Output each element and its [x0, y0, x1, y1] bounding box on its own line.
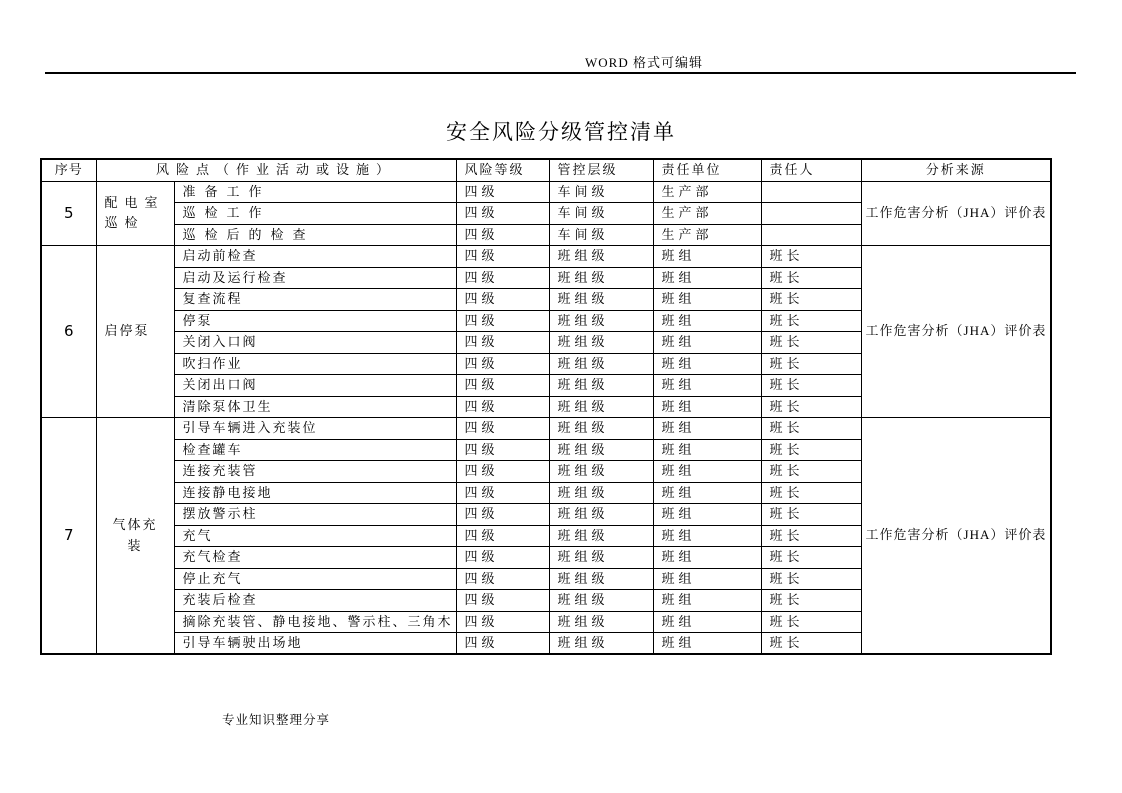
activity-cell: 充气检查: [174, 547, 456, 569]
risk-level-cell: 四级: [456, 310, 549, 332]
activity-cell: 巡检工作: [174, 203, 456, 225]
responsible-unit-cell: 班组: [653, 547, 761, 569]
responsible-unit-cell: 班组: [653, 461, 761, 483]
table-row: [41, 181, 1051, 203]
activity-cell: 关闭出口阀: [174, 375, 456, 397]
responsible-person-cell: 班长: [761, 246, 861, 268]
responsible-person-cell: 班长: [761, 633, 861, 655]
responsible-person-cell: 班长: [761, 332, 861, 354]
risk-point-category-cell: 配电室 巡检: [96, 181, 174, 246]
responsible-unit-cell: 班组: [653, 267, 761, 289]
control-tier-cell: 班组级: [549, 611, 653, 633]
risk-point-category-cell: 气体充 装: [96, 418, 174, 655]
table-header-row: [41, 159, 1051, 181]
responsible-person-cell: 班长: [761, 482, 861, 504]
analysis-source-cell: 工作危害分析（JHA）评价表: [861, 181, 1051, 246]
responsible-unit-cell: 班组: [653, 504, 761, 526]
page-header-text: WORD 格式可编辑: [585, 55, 703, 70]
risk-level-cell: 四级: [456, 611, 549, 633]
activity-cell: 复查流程: [174, 289, 456, 311]
risk-level-cell: 四级: [456, 353, 549, 375]
activity-cell: 启动前检查: [174, 246, 456, 268]
control-tier-cell: 班组级: [549, 525, 653, 547]
responsible-person-cell: 班长: [761, 267, 861, 289]
control-tier-cell: 班组级: [549, 375, 653, 397]
responsible-unit-cell: 班组: [653, 246, 761, 268]
control-tier-cell: 班组级: [549, 568, 653, 590]
col-header-serial-number: 序号: [41, 159, 96, 181]
col-header-responsible-person: 责任人: [761, 159, 861, 181]
responsible-person-cell: 班长: [761, 310, 861, 332]
col-header-risk-level: 风险等级: [456, 159, 549, 181]
header-divider: [45, 72, 1076, 74]
risk-point-category-cell: 启停泵: [96, 246, 174, 418]
responsible-unit-cell: 生产部: [653, 203, 761, 225]
control-tier-cell: 班组级: [549, 289, 653, 311]
activity-cell: 准备工作: [174, 181, 456, 203]
analysis-source-cell: 工作危害分析（JHA）评价表: [861, 246, 1051, 418]
activity-cell: 充气: [174, 525, 456, 547]
control-tier-cell: 班组级: [549, 332, 653, 354]
col-header-control-tier: 管控层级: [549, 159, 653, 181]
responsible-person-cell: 班长: [761, 504, 861, 526]
col-header-analysis-source: 分析来源: [861, 159, 1051, 181]
activity-cell: 清除泵体卫生: [174, 396, 456, 418]
control-tier-cell: 班组级: [549, 353, 653, 375]
responsible-unit-cell: 班组: [653, 633, 761, 655]
responsible-unit-cell: 班组: [653, 590, 761, 612]
responsible-unit-cell: 班组: [653, 525, 761, 547]
responsible-person-cell: [761, 181, 861, 203]
risk-level-cell: 四级: [456, 568, 549, 590]
responsible-person-cell: [761, 224, 861, 246]
activity-cell: 引导车辆驶出场地: [174, 633, 456, 655]
responsible-unit-cell: 班组: [653, 482, 761, 504]
activity-cell: 摆放警示柱: [174, 504, 456, 526]
responsible-person-cell: 班长: [761, 611, 861, 633]
responsible-person-cell: 班长: [761, 289, 861, 311]
activity-cell: 停止充气: [174, 568, 456, 590]
serial-number-cell: 5: [41, 181, 96, 246]
responsible-unit-cell: 班组: [653, 289, 761, 311]
responsible-unit-cell: 班组: [653, 418, 761, 440]
risk-level-cell: 四级: [456, 289, 549, 311]
responsible-unit-cell: 班组: [653, 611, 761, 633]
risk-level-cell: 四级: [456, 246, 549, 268]
table-body: [41, 181, 1051, 654]
risk-level-cell: 四级: [456, 418, 549, 440]
responsible-person-cell: 班长: [761, 590, 861, 612]
analysis-source-cell: 工作危害分析（JHA）评价表: [861, 418, 1051, 655]
responsible-person-cell: 班长: [761, 418, 861, 440]
control-tier-cell: 班组级: [549, 633, 653, 655]
risk-level-cell: 四级: [456, 267, 549, 289]
activity-cell: 连接充装管: [174, 461, 456, 483]
responsible-person-cell: 班长: [761, 525, 861, 547]
risk-level-cell: 四级: [456, 332, 549, 354]
activity-cell: 巡检后的检查: [174, 224, 456, 246]
control-tier-cell: 班组级: [549, 396, 653, 418]
responsible-person-cell: [761, 203, 861, 225]
control-tier-cell: 班组级: [549, 246, 653, 268]
activity-cell: 停泵: [174, 310, 456, 332]
activity-cell: 引导车辆进入充装位: [174, 418, 456, 440]
responsible-person-cell: 班长: [761, 547, 861, 569]
risk-level-cell: 四级: [456, 590, 549, 612]
risk-level-cell: 四级: [456, 203, 549, 225]
activity-cell: 检查罐车: [174, 439, 456, 461]
table-row: [41, 246, 1051, 268]
col-header-risk-point: 风险点（作业活动或设施）: [96, 159, 456, 181]
control-tier-cell: 班组级: [549, 482, 653, 504]
document-title: 安全风险分级管控清单: [446, 120, 676, 144]
risk-level-cell: 四级: [456, 224, 549, 246]
risk-level-cell: 四级: [456, 439, 549, 461]
control-tier-cell: 班组级: [549, 547, 653, 569]
activity-cell: 充装后检查: [174, 590, 456, 612]
activity-cell: 摘除充装管、静电接地、警示柱、三角木: [174, 611, 456, 633]
responsible-unit-cell: 班组: [653, 568, 761, 590]
activity-cell: 关闭入口阀: [174, 332, 456, 354]
control-tier-cell: 班组级: [549, 418, 653, 440]
risk-level-cell: 四级: [456, 482, 549, 504]
control-tier-cell: 班组级: [549, 504, 653, 526]
risk-level-cell: 四级: [456, 504, 549, 526]
responsible-person-cell: 班长: [761, 568, 861, 590]
table-row: [41, 418, 1051, 440]
responsible-unit-cell: 班组: [653, 439, 761, 461]
responsible-person-cell: 班长: [761, 461, 861, 483]
activity-cell: 吹扫作业: [174, 353, 456, 375]
col-header-responsible-unit: 责任单位: [653, 159, 761, 181]
serial-number-cell: 7: [41, 418, 96, 655]
control-tier-cell: 班组级: [549, 461, 653, 483]
responsible-person-cell: 班长: [761, 353, 861, 375]
control-tier-cell: 班组级: [549, 590, 653, 612]
risk-level-cell: 四级: [456, 547, 549, 569]
risk-level-cell: 四级: [456, 461, 549, 483]
activity-cell: 启动及运行检查: [174, 267, 456, 289]
responsible-unit-cell: 生产部: [653, 181, 761, 203]
page-footer-text: 专业知识整理分享: [222, 713, 331, 727]
responsible-unit-cell: 班组: [653, 332, 761, 354]
responsible-person-cell: 班长: [761, 375, 861, 397]
responsible-unit-cell: 生产部: [653, 224, 761, 246]
control-tier-cell: 车间级: [549, 203, 653, 225]
control-tier-cell: 班组级: [549, 267, 653, 289]
responsible-unit-cell: 班组: [653, 375, 761, 397]
responsible-unit-cell: 班组: [653, 310, 761, 332]
responsible-person-cell: 班长: [761, 439, 861, 461]
responsible-unit-cell: 班组: [653, 353, 761, 375]
risk-level-cell: 四级: [456, 396, 549, 418]
activity-cell: 连接静电接地: [174, 482, 456, 504]
responsible-person-cell: 班长: [761, 396, 861, 418]
control-tier-cell: 班组级: [549, 439, 653, 461]
control-tier-cell: 班组级: [549, 310, 653, 332]
control-tier-cell: 车间级: [549, 224, 653, 246]
control-tier-cell: 车间级: [549, 181, 653, 203]
risk-level-cell: 四级: [456, 375, 549, 397]
risk-level-cell: 四级: [456, 525, 549, 547]
risk-control-table: [40, 158, 1052, 655]
serial-number-cell: 6: [41, 246, 96, 418]
responsible-unit-cell: 班组: [653, 396, 761, 418]
risk-level-cell: 四级: [456, 633, 549, 655]
risk-level-cell: 四级: [456, 181, 549, 203]
